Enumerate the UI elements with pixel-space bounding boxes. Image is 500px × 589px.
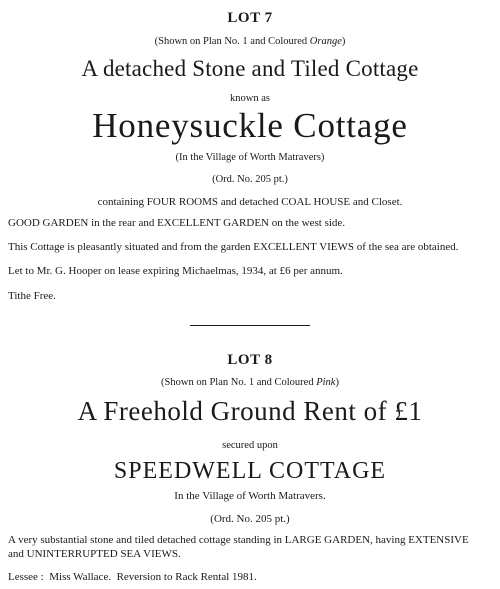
lot8-ord-block xyxy=(8,512,492,526)
section-divider-block xyxy=(8,325,492,326)
lot7-ord-no: (Ord. No. 205 pt.) xyxy=(212,174,288,185)
lot8-plan-note xyxy=(8,377,492,388)
lot8-plan-note-prefix: (Shown on Plan No. 1 and Coloured xyxy=(161,377,317,388)
lot7-known-as-block xyxy=(8,93,492,104)
lot7-containing-block xyxy=(8,195,492,209)
lot8-headline-block xyxy=(8,396,492,427)
lot7-tithe-block xyxy=(8,289,492,303)
lot7-known-as: known as xyxy=(230,93,270,104)
lot8-description-block xyxy=(8,533,492,561)
lot7-plan-note-prefix: (Shown on Plan No. 1 and Coloured xyxy=(154,36,310,47)
lot7-lease: Let to Mr. G. Hooper on lease expiring Michaelmas, 1934, at £6 per annum. xyxy=(8,265,343,277)
lot7-headline-block xyxy=(8,56,492,82)
lot8-plan-note-color: Pink xyxy=(316,377,336,388)
lot7-village-block xyxy=(8,152,492,163)
lot7-garden: GOOD GARDEN in the rear and EXCELLENT GARDEN on the west side. xyxy=(8,217,346,229)
lot8-secured-block xyxy=(8,440,492,451)
lot8-heading: LOT 8 xyxy=(227,352,273,368)
lot7-village: (In the Village of Worth Matravers) xyxy=(175,152,325,163)
lot8-description-line2: and UNINTERRUPTED SEA VIEWS. xyxy=(8,548,181,560)
lot8-lessee: Lessee : Miss Wallace. Reversion to Rack Rental 1981. xyxy=(8,571,257,583)
lot7-plan-note-suffix: ) xyxy=(341,36,346,47)
lot8-description-line1: A very substantial stone and tiled detached cottage standing in LARGE GARDEN, having EXTENSIVE xyxy=(8,534,469,546)
lot7-situation-block xyxy=(8,240,492,254)
lot7-containing: containing FOUR ROOMS and detached COAL HOUSE and Closet. xyxy=(97,196,403,208)
lot8-ord-no: (Ord. No. 205 pt.) xyxy=(210,513,290,525)
lot8-heading-block xyxy=(8,352,492,369)
section-divider xyxy=(190,325,310,326)
lot8-plan-note-suffix: ) xyxy=(335,377,339,388)
lot7-plan-note-color: Orange xyxy=(309,36,342,47)
lot7-tithe: Tithe Free. xyxy=(8,290,56,302)
lot7-lease-block xyxy=(8,264,492,278)
lot7-cottage-name: Honeysuckle Cottage xyxy=(92,106,408,145)
lot8-secured-upon: secured upon xyxy=(222,440,278,451)
lot7-name-block xyxy=(8,106,492,146)
lot8-cottage-name: SPEEDWELL COTTAGE xyxy=(113,458,387,484)
lot7-plan-note xyxy=(8,36,492,47)
lot7-headline: A detached Stone and Tiled Cottage xyxy=(81,56,419,81)
lot8-headline: A Freehold Ground Rent of £1 xyxy=(77,396,423,426)
lot8-village: In the Village of Worth Matravers. xyxy=(174,490,326,502)
lot7-ord-block xyxy=(8,174,492,185)
lot8-lessee-block xyxy=(8,570,492,584)
lot7-heading: LOT 7 xyxy=(227,10,273,26)
lot8-name-block xyxy=(8,458,492,485)
lot7-heading-block xyxy=(8,10,492,27)
lot8-village-block xyxy=(8,489,492,503)
lot7-garden-block xyxy=(8,216,492,230)
lot7-situation: This Cottage is pleasantly situated and from the garden EXCELLENT VIEWS of the sea are obtained. xyxy=(8,241,459,253)
